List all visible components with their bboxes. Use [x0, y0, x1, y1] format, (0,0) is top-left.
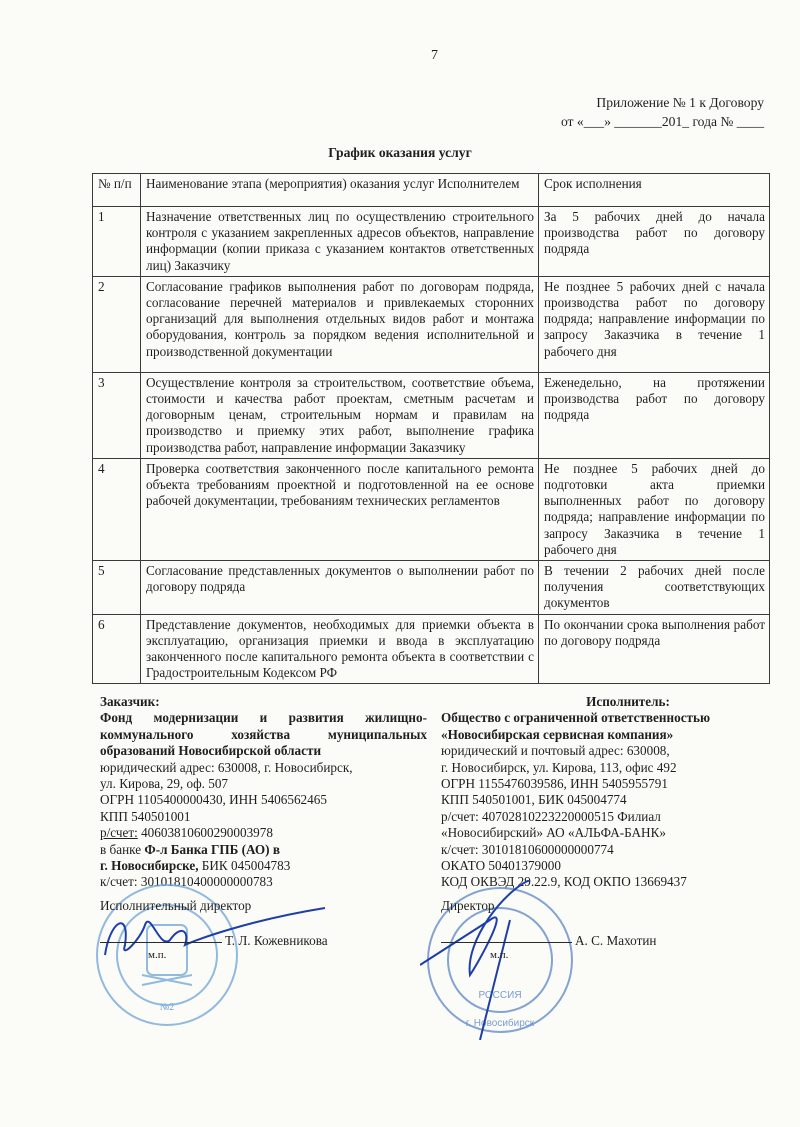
- appendix-line-2: от «___» _______201_ года № ____: [560, 114, 764, 129]
- row-num: 6: [93, 614, 141, 684]
- customer-details: [100, 694, 427, 891]
- row-num: 3: [93, 372, 141, 458]
- row-stage: Согласование графиков выполнения работ по договорам подряда, согласование перечней материалов и привлекаемых сторонних организаций для выполнения отдельных видов работ и монтажа оборудования, контроль за порядком ведения исполнительной и производственной документации: [141, 276, 539, 372]
- customer-bank-line: [100, 842, 427, 858]
- customer-address-1: юридический адрес: 630008, г. Новосибирск,: [100, 759, 353, 775]
- customer-address-2: ул. Кирова, 29, оф. 507: [100, 776, 229, 792]
- table-row: [93, 372, 770, 458]
- customer-role: Заказчик:: [100, 694, 160, 709]
- contractor-signature-line: [441, 942, 572, 943]
- row-term: За 5 рабочих дней до начала производства работ по договору подряда: [539, 207, 770, 277]
- customer-kpp: КПП 540501001: [100, 808, 191, 824]
- table-row: [93, 276, 770, 372]
- customer-bank-prefix: в банке: [100, 841, 145, 857]
- appendix-line-1: Приложение № 1 к Договору: [596, 95, 764, 110]
- schedule-table: [92, 173, 770, 684]
- contractor-address-1: юридический и почтовый адрес: 630008,: [441, 743, 670, 759]
- contractor-corr-account: к/счет: 30101810600000000774: [441, 841, 614, 857]
- row-term: Не позднее 5 рабочих дней с начала производства работ по договору подряда; направление информации по запросу Заказчика в течение 1 рабочего дня: [539, 276, 770, 372]
- contractor-ogrn-inn: ОГРН 1155476039586, ИНН 5405955791: [441, 776, 668, 792]
- contractor-okato: ОКАТО 50401379000: [441, 858, 561, 874]
- customer-corr-account: к/счет: 30101810400000000783: [100, 874, 273, 890]
- contractor-org-line-2: «Новосибирская сервисная компания»: [441, 726, 674, 742]
- contractor-seal-mark: м.п.: [490, 949, 509, 961]
- header-stage: Наименование этапа (мероприятия) оказания услуг Исполнителем: [141, 174, 539, 207]
- contractor-address-2: г. Новосибирск, ул. Кирова, 113, офис 492: [441, 759, 677, 775]
- contractor-signer-name: А. С. Махотин: [575, 933, 657, 948]
- page-number: 7: [431, 48, 438, 63]
- contractor-bank: «Новосибирский» АО «АЛЬФА-БАНК»: [441, 825, 666, 841]
- row-stage: Представление документов, необходимых для приемки объекта в эксплуатацию, организация приемки и ввода в эксплуатацию законченного после капитального ремонта объекта в соответствии с Градостроительным Кодексом РФ: [141, 614, 539, 684]
- row-stage: Осуществление контроля за строительством, соответствие объема, стоимости и качества работ проектам, сметным расчетам и договорным ценам, строительным нормам и правилам на производство и приемку этих работ, выполнение графика производства работ, направление информации Заказчику: [141, 372, 539, 458]
- table-row: [93, 561, 770, 615]
- header-term: Срок исполнения: [539, 174, 770, 207]
- row-stage: Назначение ответственных лиц по осуществлению строительного контроля с указанием закрепленных адресов объектов, направление информации (копии приказа с указанием контактов ответственных лиц) Заказчику: [141, 207, 539, 277]
- contractor-role: Исполнитель:: [586, 694, 670, 709]
- row-num: 5: [93, 561, 141, 615]
- customer-account-label: р/счет:: [100, 825, 138, 841]
- row-num: 1: [93, 207, 141, 277]
- table-row: [93, 207, 770, 277]
- customer-signature-line: [100, 942, 222, 943]
- customer-ogrn-inn: ОГРН 1105400000430, ИНН 5406562465: [100, 792, 327, 808]
- row-term: В течении 2 рабочих дней после получения соответствующих документов: [539, 561, 770, 615]
- table-row: [93, 614, 770, 684]
- contractor-stamp-country: РОССИЯ: [478, 990, 522, 1001]
- customer-bank-city: г. Новосибирске,: [100, 858, 199, 874]
- customer-signer-name: Т. Л. Кожевникова: [225, 933, 328, 948]
- customer-org-name: Фонд модернизации и развития жилищно-коммунального хозяйства муниципальных образований Новосибирской области: [100, 710, 427, 759]
- table-header-row: [93, 174, 770, 207]
- document-title: График оказания услуг: [328, 145, 472, 160]
- row-stage: Проверка соответствия законченного после капитального ремонта объекта требованиям проектной и подготовленной на ее основе рабочей документации, требованиям технических регламентов: [141, 458, 539, 560]
- contractor-codes: КОД ОКВЭД 29.22.9, КОД ОКПО 13669437: [441, 874, 687, 890]
- contractor-kpp-bik: КПП 540501001, БИК 045004774: [441, 792, 627, 808]
- row-num: 2: [93, 276, 141, 372]
- contractor-account: р/счет: 40702810223220000515 Филиал: [441, 808, 661, 824]
- row-term: Не позднее 5 рабочих дней до подготовки акта приемки выполненных работ по договору подряда; направление информации по запросу Заказчика в течение 1 рабочего дня: [539, 458, 770, 560]
- customer-bank-city-line: [100, 858, 427, 874]
- row-stage: Согласование представленных документов о выполнении работ по договору подряда: [141, 561, 539, 615]
- customer-seal-mark: м.п.: [148, 949, 167, 961]
- customer-signer-title: Исполнительный директор: [100, 898, 252, 913]
- row-term: Еженедельно, на протяжении производства работ по договору подряда: [539, 372, 770, 458]
- appendix-header: [561, 93, 764, 131]
- customer-bank-name: Ф-л Банка ГПБ (АО) в: [144, 841, 280, 857]
- row-term: По окончании срока выполнения работ по договору подряда: [539, 614, 770, 684]
- customer-account: 40603810600290003978: [137, 825, 273, 841]
- contractor-signer-title: Директор: [441, 898, 495, 913]
- table-row: [93, 458, 770, 560]
- customer-account-line: [100, 825, 427, 841]
- header-num: № п/п: [93, 174, 141, 207]
- contractor-org-line-1: Общество с ограниченной ответственностью: [441, 710, 711, 726]
- contractor-stamp-city: г. Новосибирск: [465, 1018, 535, 1029]
- row-num: 4: [93, 458, 141, 560]
- customer-bik: БИК 045004783: [198, 858, 291, 874]
- contractor-details: [441, 694, 771, 891]
- customer-stamp-number: №2: [159, 1002, 175, 1013]
